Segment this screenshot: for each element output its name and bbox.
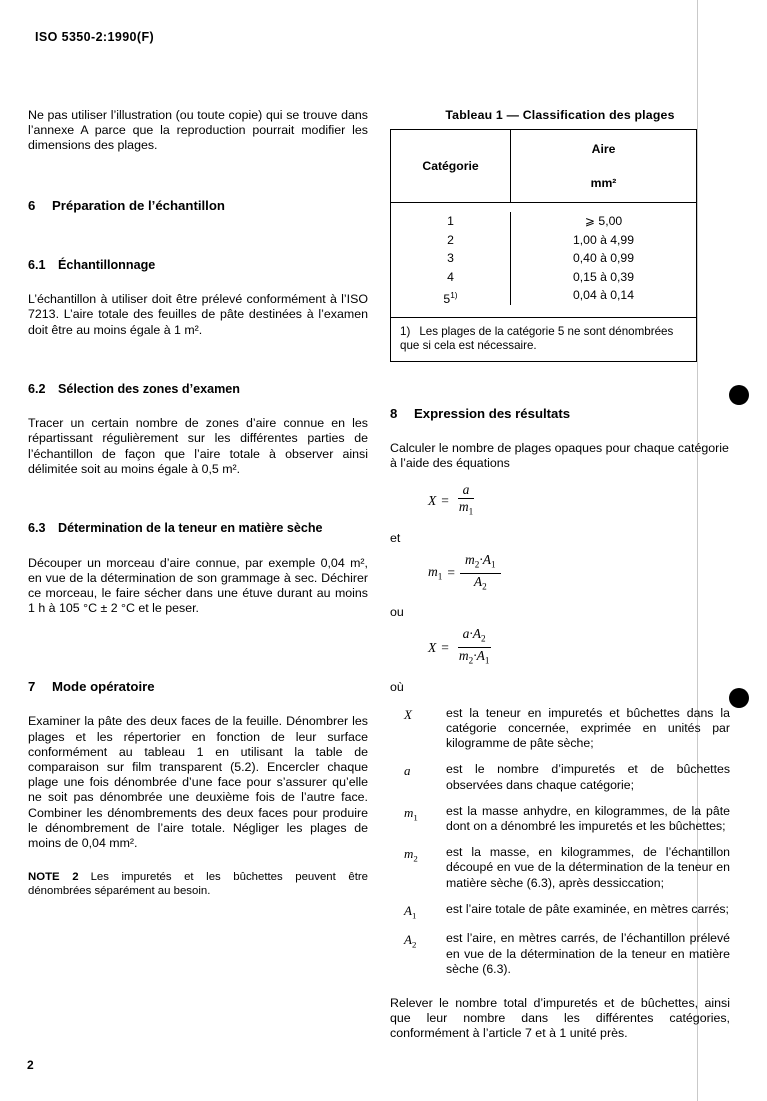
cell-category: 4 [447, 269, 454, 284]
table-header-row [391, 130, 696, 203]
cell-category: 2 [447, 232, 454, 247]
cell-category: 1 [447, 214, 454, 228]
equation-3-fraction [454, 627, 495, 667]
connector-et: et [390, 531, 401, 545]
equation-2-den-sub: 2 [482, 581, 487, 592]
section-6-2-title: Sélection des zones d’examen [58, 381, 240, 396]
table-area-column [511, 212, 696, 305]
table-header-area-label: Aire [591, 142, 616, 156]
definition-symbol [390, 902, 446, 921]
definition-text: est la masse anhydre, en kilogrammes, de la pâte dont on a dénombré les impuretés et les bûchettes; [446, 803, 730, 833]
connector-ou: ou [390, 605, 404, 620]
right-column [390, 108, 730, 1042]
definition-symbol-base: a [404, 763, 411, 779]
definition-text: est l’aire totale de pâte examinée, en mètres carrés; [446, 901, 729, 916]
section-6-1-title: Échantillonnage [58, 257, 156, 272]
symbol-definition-list [390, 706, 730, 977]
heading-section-6-2 [28, 382, 368, 398]
table-header-area-unit: mm² [590, 176, 617, 190]
definition-symbol-base: A [404, 902, 412, 918]
table-1 [390, 129, 697, 362]
definition-text: est le nombre d’impuretés et de bûchettes observées dans chaque catégorie; [446, 762, 730, 792]
section-8-title: Expression des résultats [414, 405, 571, 421]
section-6-2-paragraph: Tracer un certain nombre de zones d’aire connue en les répartissant régulièrement sur les différentes parties de l’échantillon de façon que l’aire totale à observer ainsi délimitée soit au moins égale à 0,5 m². [28, 416, 368, 476]
section-7-title: Mode opératoire [52, 679, 155, 695]
equation-2-denominator [469, 574, 492, 594]
equation-2-lhs [428, 564, 442, 582]
definition-text: est l’aire, en mètres carrés, de l’échantillon prélevé en vue de la détermination de la teneur en matière sèche (6.3). [446, 931, 730, 976]
equation-2-lhs-base: m [428, 564, 438, 580]
heading-section-6-1 [28, 258, 368, 274]
cell-category: 3 [447, 251, 454, 265]
note-2 [28, 870, 368, 898]
equation-2-num-dot: · [479, 552, 483, 567]
cell-category-footnote-marker: 1) [450, 290, 458, 300]
definition-item [390, 762, 730, 792]
cell-area: 0,40 à 0,99 [573, 251, 634, 265]
equation-2: $m_1$ = $\frac{m_2\cdot A_1}{A_2}$ [428, 553, 730, 593]
equation-1-fraction [454, 483, 478, 519]
heading-section-6-3 [28, 521, 368, 537]
equation-3-num-dot: · [469, 626, 473, 642]
definition-item [390, 845, 730, 891]
page-number: 2 [27, 1058, 34, 1072]
definition-symbol [390, 762, 446, 792]
equation-3-den-b: A [476, 648, 485, 664]
connector-ou-accent: où [390, 679, 404, 694]
equation-3-num-a: a [462, 626, 470, 642]
equation-2-numerator [460, 553, 501, 574]
table-footnote [391, 318, 696, 361]
page-edge-mark-top [729, 385, 749, 405]
table-header-category: Catégorie [391, 130, 511, 202]
table-row [391, 249, 510, 268]
equation-3-num-b-sub: 2 [481, 634, 486, 645]
equation-3-denominator [454, 648, 495, 668]
table-1-caption: Tableau 1 — Classification des plages [445, 108, 675, 122]
page-edge-mark-bottom [729, 688, 749, 708]
section-6-3-title: Détermination de la teneur en matière sèche [58, 521, 323, 536]
equation-3-lhs: X [428, 639, 437, 655]
table-footnote-text: Les plages de la catégorie 5 ne sont dénombrées que si cela est nécessaire. [400, 324, 674, 352]
definition-item [390, 931, 730, 977]
definition-symbol-sub: 1 [413, 812, 418, 823]
equation-1-den-sub: 1 [468, 507, 474, 517]
equation-3-den-a: m [458, 648, 469, 664]
left-column [28, 108, 368, 898]
intro-paragraph: Ne pas utiliser l’illustration (ou toute copie) qui se trouve dans l’annexe A parce que la reproduction pourrait modifier les dimensions des plages. [28, 108, 368, 153]
table-row [391, 212, 510, 231]
section-6-2-number: 6.2 [28, 381, 46, 396]
equation-2-num-b: A [482, 552, 491, 567]
equation-1-lhs: X [428, 493, 437, 509]
section-8-closing-paragraph: Relever le nombre total d’impuretés et de bûchettes, ainsi que leur nombre dans les différentes catégories, conformément à l’article 7 et à 1 unité près. [390, 995, 730, 1041]
equation-2-num-a-sub: 2 [474, 559, 480, 570]
equation-2-num-a: m [464, 552, 475, 567]
heading-section-7 [28, 679, 368, 695]
note-2-label: NOTE 2 [28, 871, 79, 884]
equation-2-num-b-sub: 1 [490, 559, 496, 570]
table-row [391, 231, 510, 250]
equation-1-den-base: m [458, 499, 469, 515]
cell-area: ⩾ 5,00 [584, 214, 623, 228]
table-footnote-marker: 1) [400, 324, 411, 338]
heading-section-8 [390, 406, 730, 422]
definition-symbol-base: X [404, 706, 412, 722]
definition-symbol-base: m [404, 804, 414, 820]
definition-symbol-sub: 1 [411, 910, 417, 921]
section-6-3-paragraph: Découper un morceau d’aire connue, par exemple 0,04 m², en vue de la détermination de son grammage à sec. Déchirer ce morceau, le faire sécher dans une étuve durant au moins 1 h à 105 °C ± 2 °C et le peser. [28, 555, 368, 616]
equation-3-num-b: A [472, 626, 482, 642]
section-6-1-paragraph: L’échantillon à utiliser doit être prélevé conformément à l’ISO 7213. L’aire totale des feuilles de pâte destinées à l’examen doit être au moins égale à 1 m². [28, 292, 368, 337]
document-header: ISO 5350-2:1990(F) [35, 30, 155, 44]
equation-3: X = $\frac{a\cdot A_2}{m_2\cdot A_1}$ [428, 627, 730, 667]
section-6-title: Préparation de l’échantillon [52, 197, 225, 213]
cell-area: 0,15 à 0,39 [573, 269, 634, 284]
section-8-intro: Calculer le nombre de plages opaques pour chaque catégorie à l’aide des équations [390, 440, 729, 471]
definition-symbol [390, 931, 446, 977]
definition-symbol [390, 706, 446, 752]
cell-area: 0,04 à 0,14 [573, 288, 634, 302]
table-category-column [391, 212, 511, 305]
equation-3-den-b-sub: 1 [484, 655, 490, 666]
definition-item [390, 706, 730, 752]
equation-3-den-dot: · [473, 648, 477, 664]
equation-2-den-base: A [473, 573, 483, 589]
definition-symbol [390, 845, 446, 891]
table-body [391, 203, 696, 318]
equation-2-lhs-sub: 1 [437, 572, 443, 583]
note-2-text: Les impuretés et les bûchettes peuvent être dénombrées séparément au besoin. [28, 871, 368, 898]
cell-category: 5 [443, 292, 451, 307]
equation-1-numerator: a [458, 483, 475, 499]
definition-symbol-sub: 2 [411, 939, 417, 950]
definition-item [390, 804, 730, 834]
section-8-number: 8 [390, 405, 398, 421]
heading-section-6 [28, 198, 368, 214]
definition-item [390, 902, 730, 921]
definition-symbol [390, 804, 446, 834]
equation-2-fraction [460, 553, 501, 593]
section-6-number: 6 [28, 197, 36, 213]
table-row [391, 286, 510, 305]
definition-symbol-base: A [404, 932, 412, 948]
table-header-area [511, 130, 696, 202]
definition-symbol-sub: 2 [413, 853, 418, 864]
section-6-1-number: 6.1 [28, 257, 46, 272]
table-row [391, 268, 510, 287]
equation-3-numerator [458, 627, 491, 648]
equation-1: X = $\frac{a}{m_1}$ [428, 483, 730, 519]
section-7-paragraph: Examiner la pâte des deux faces de la feuille. Dénombrer les plages et les répertorier en fonction de leur surface conformément au tableau 1 en utilisant la table de comparaison sur film transparent (5.2). Encercler chaque plage une fois dénombrée d’une face pour s’assurer qu’elle ne soit pas dénombrée une deuxième fois de l’autre face. Combiner les dénombrements des deux faces pour produire le dénombrement de l’aire totale. Négliger les plages de moins de 0,04 mm². [28, 714, 368, 850]
definition-symbol-base: m [404, 846, 414, 862]
equation-1-denominator [454, 499, 478, 519]
section-6-3-number: 6.3 [28, 521, 46, 536]
definition-text: est la teneur en impuretés et bûchettes dans la catégorie concernée, exprimée en unités par kilogramme de pâte sèche; [446, 705, 730, 751]
equation-3-den-a-sub: 2 [468, 655, 474, 666]
cell-area: 1,00 à 4,99 [573, 232, 634, 247]
definition-text: est la masse, en kilogrammes, de l’échantillon découpé en vue de la détermination de la teneur en matière sèche (6.3), après dessiccation; [446, 845, 730, 890]
section-7-number: 7 [28, 679, 36, 695]
